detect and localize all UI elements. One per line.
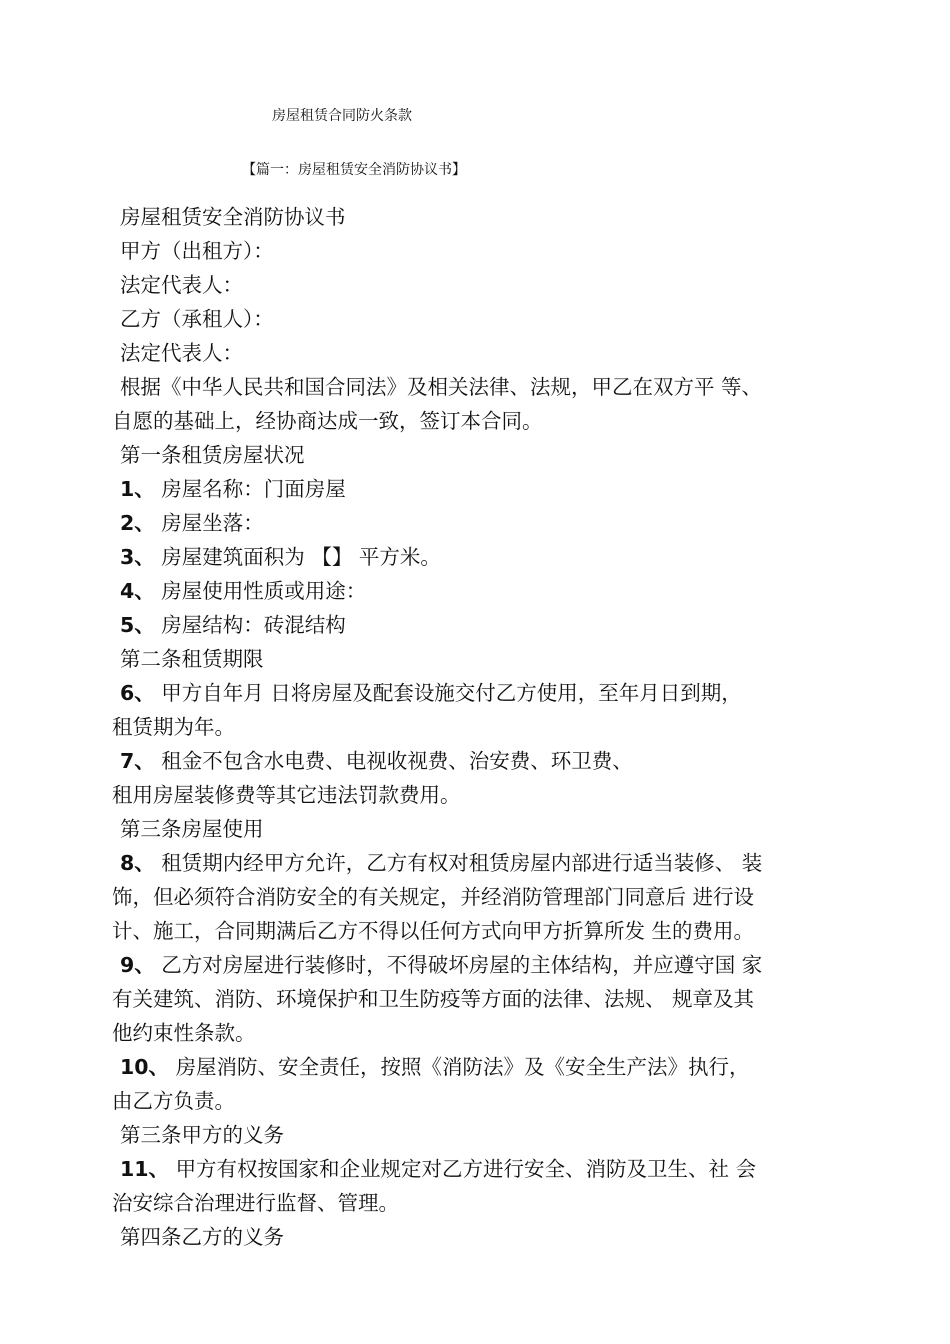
item-text: 房屋消防、安全责任，按照《消防法》及《安全生产法》执行，	[175, 1055, 750, 1079]
item-text: 房屋名称：门面房屋	[161, 477, 346, 501]
line-text: 租赁期为年。	[112, 715, 235, 739]
item-text: 租金不包含水电费、电视收视费、治安费、环卫费、	[161, 749, 633, 773]
line-text: 第四条乙方的义务	[120, 1225, 284, 1249]
list-item	[112, 948, 858, 982]
line-text: 计、施工，合同期满后乙方不得以任何方式向甲方折算所发 生的费用。	[112, 919, 755, 943]
list-item	[112, 472, 858, 506]
item-number: 7、	[120, 749, 155, 773]
text-line	[112, 914, 858, 948]
line-text: 第二条租赁期限	[120, 647, 264, 671]
document-title: 房屋租赁合同防火条款	[272, 108, 412, 124]
item-text: 乙方对房屋进行装修时，不得破坏房屋的主体结构，并应遵守国 家	[161, 953, 763, 977]
line-text: 第三条房屋使用	[120, 817, 264, 841]
item-text: 房屋结构：砖混结构	[161, 613, 346, 637]
text-line	[112, 1118, 858, 1152]
text-line	[112, 1084, 858, 1118]
line-text: 法定代表人：	[120, 273, 243, 297]
item-text: 房屋建筑面积为 【】 平方米。	[161, 545, 441, 569]
text-line	[112, 370, 858, 404]
item-text: 甲方自年月 日将房屋及配套设施交付乙方使用，至年月日到期，	[161, 681, 742, 705]
item-number: 1、	[120, 477, 155, 501]
text-line	[112, 778, 858, 812]
text-line	[112, 1186, 858, 1220]
text-line	[112, 200, 858, 234]
list-item	[112, 676, 858, 710]
item-text: 房屋使用性质或用途：	[161, 579, 367, 603]
item-number: 8、	[120, 851, 155, 875]
text-line	[112, 234, 858, 268]
list-item	[112, 1152, 858, 1186]
line-text: 第三条甲方的义务	[120, 1123, 284, 1147]
list-item	[112, 540, 858, 574]
list-item	[112, 574, 858, 608]
line-text: 第一条租赁房屋状况	[120, 443, 305, 467]
text-line	[112, 336, 858, 370]
item-number: 5、	[120, 613, 155, 637]
line-text: 甲方（出租方）：	[120, 239, 274, 263]
item-number: 9、	[120, 953, 155, 977]
document-subtitle: 【篇一：房屋租赁安全消防协议书】	[242, 162, 466, 178]
text-line	[112, 404, 858, 438]
text-line	[112, 710, 858, 744]
item-number: 2、	[120, 511, 155, 535]
item-number: 10、	[120, 1055, 170, 1079]
line-text: 有关建筑、消防、环境保护和卫生防疫等方面的法律、法规、 规章及其	[112, 987, 755, 1011]
line-text: 由乙方负责。	[112, 1089, 235, 1113]
list-item	[112, 744, 858, 778]
list-item	[112, 846, 858, 880]
text-line	[112, 1220, 858, 1254]
line-text: 治安综合治理进行监督、管理。	[112, 1191, 399, 1215]
document-body	[112, 200, 858, 1254]
text-line	[112, 642, 858, 676]
line-text: 房屋租赁安全消防协议书	[120, 205, 346, 229]
line-text: 乙方（承租人）：	[120, 307, 274, 331]
line-text: 他约束性条款。	[112, 1021, 256, 1045]
line-text: 饰，但必须符合消防安全的有关规定，并经消防管理部门同意后 进行设	[112, 885, 755, 909]
item-number: 3、	[120, 545, 155, 569]
text-line	[112, 1016, 858, 1050]
list-item	[112, 1050, 858, 1084]
line-text: 租用房屋装修费等其它违法罚款费用。	[112, 783, 461, 807]
list-item	[112, 608, 858, 642]
item-text: 租赁期内经甲方允许，乙方有权对租赁房屋内部进行适当装修、 装	[161, 851, 763, 875]
text-line	[112, 302, 858, 336]
text-line	[112, 880, 858, 914]
text-line	[112, 812, 858, 846]
item-number: 4、	[120, 579, 155, 603]
item-number: 6、	[120, 681, 155, 705]
item-text: 房屋坐落：	[161, 511, 264, 535]
text-line	[112, 982, 858, 1016]
item-text: 甲方有权按国家和企业规定对乙方进行安全、消防及卫生、社 会	[175, 1157, 757, 1181]
line-text: 根据《中华人民共和国合同法》及相关法律、法规，甲乙在双方平 等、	[120, 375, 763, 399]
item-number: 11、	[120, 1157, 170, 1181]
text-line	[112, 268, 858, 302]
text-line	[112, 438, 858, 472]
line-text: 法定代表人：	[120, 341, 243, 365]
list-item	[112, 506, 858, 540]
line-text: 自愿的基础上，经协商达成一致，签订本合同。	[112, 409, 543, 433]
